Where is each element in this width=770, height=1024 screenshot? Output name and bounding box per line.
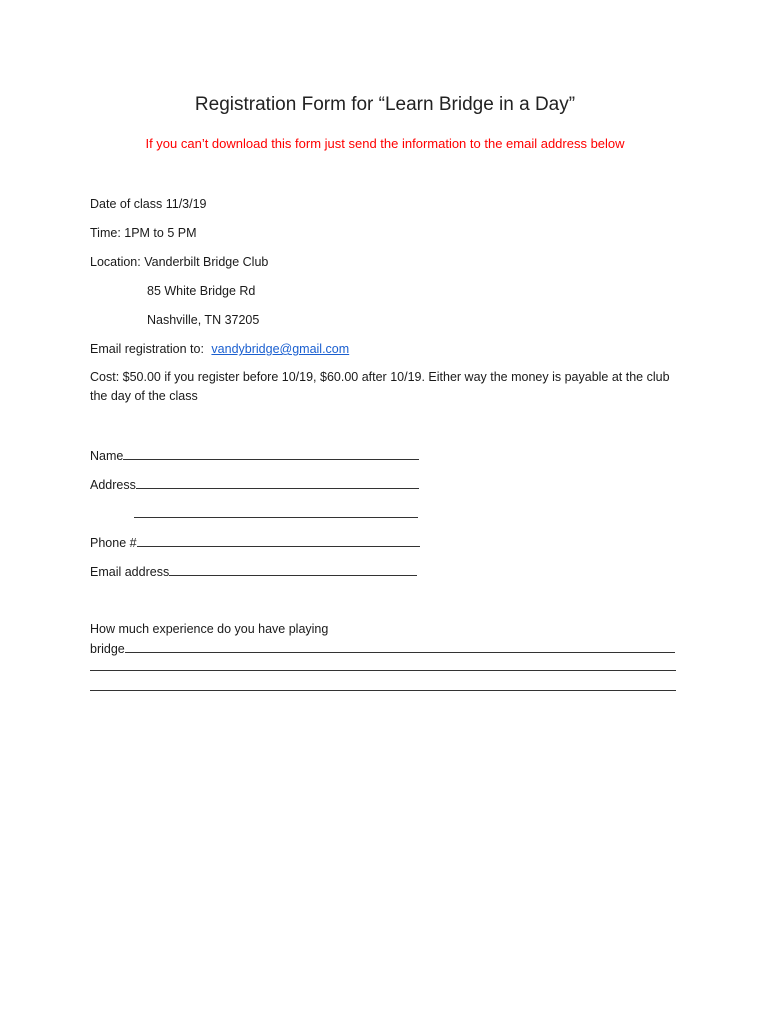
experience-input-line-2[interactable] [90, 670, 676, 671]
form-title: Registration Form for “Learn Bridge in a Day” [194, 94, 576, 115]
experience-input-line-3[interactable] [90, 690, 676, 691]
address-second-field [134, 506, 418, 522]
experience-input-line-1[interactable] [125, 641, 675, 653]
city-state-zip: Nashville, TN 37205 [147, 313, 260, 327]
experience-prefix: bridge [90, 642, 125, 656]
phone-label: Phone # [90, 536, 137, 550]
phone-field [90, 535, 420, 551]
class-location: Location: Vanderbilt Bridge Club [90, 255, 269, 269]
name-field [90, 448, 419, 464]
address-label: Address [90, 478, 136, 492]
street-address: 85 White Bridge Rd [147, 284, 256, 298]
experience-question: How much experience do you have playing [90, 622, 329, 636]
email-field [90, 564, 417, 580]
address-field [90, 477, 419, 493]
name-input-line[interactable] [123, 448, 419, 460]
address-second-input-line[interactable] [134, 506, 418, 518]
download-notice: If you can’t download this form just send the information to the email address below [145, 136, 625, 151]
address-input-line[interactable] [136, 477, 419, 489]
name-label: Name [90, 449, 124, 463]
email-link[interactable]: vandybridge@gmail.com [211, 342, 350, 356]
email-address-label: Email address [90, 565, 170, 579]
cost-text: Cost: $50.00 if you register before 10/19, $60.00 after 10/19. Either way the money is payable at the club the day of the class [90, 370, 670, 403]
class-time: Time: 1PM to 5 PM [90, 226, 197, 240]
phone-input-line[interactable] [137, 535, 420, 547]
experience-field [90, 641, 675, 657]
email-input-line[interactable] [169, 564, 417, 576]
email-registration-line [90, 341, 349, 357]
class-date: Date of class 11/3/19 [90, 197, 207, 211]
email-registration-label: Email registration to: [90, 342, 204, 356]
